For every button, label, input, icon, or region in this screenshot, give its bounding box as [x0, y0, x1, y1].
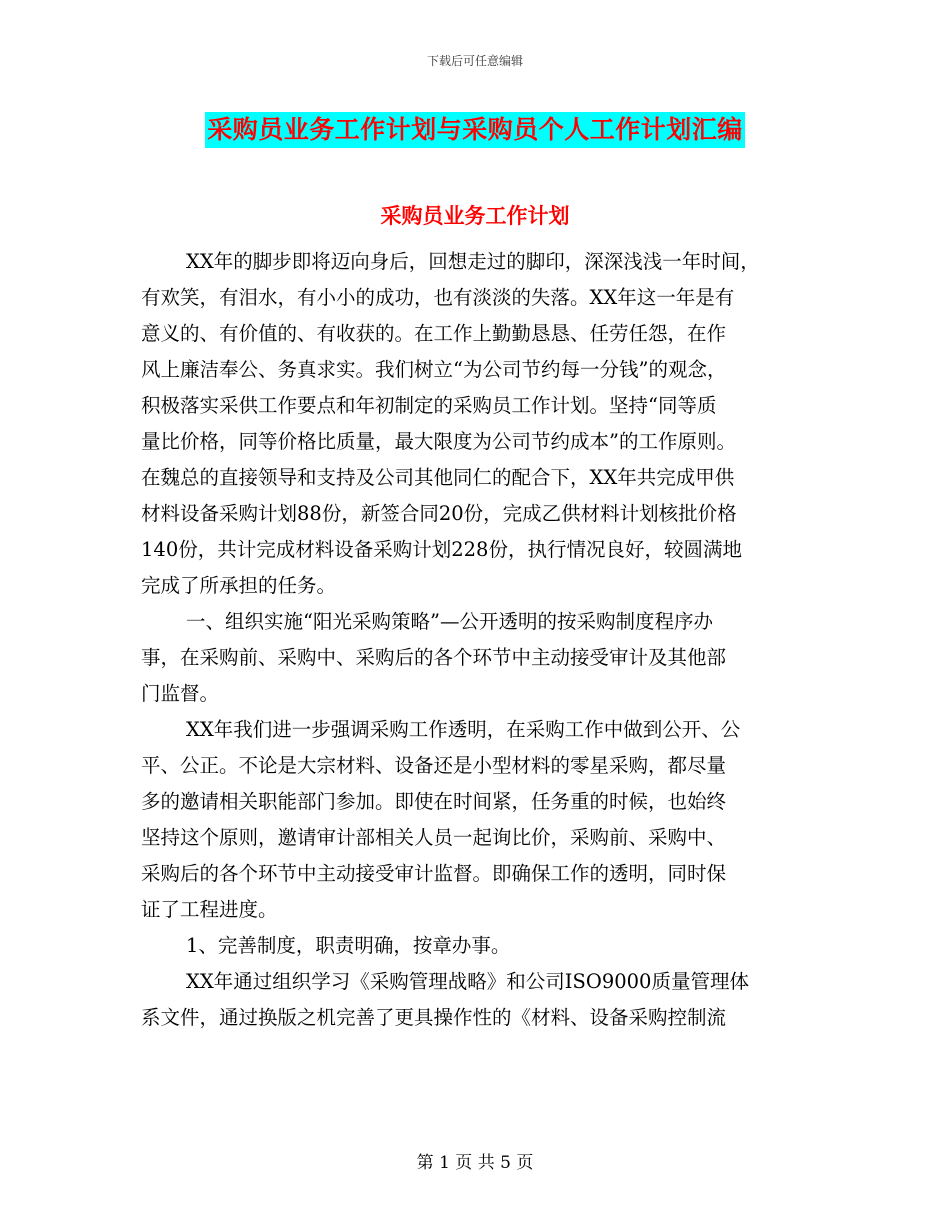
page-footer: 第 1 页 共 5 页 — [416, 1153, 534, 1173]
section-title: 采购员业务工作计划 — [380, 203, 570, 228]
paragraph-line: 坚持这个原则，邀请审计部相关人员一起询比价，采购前、采购中、 — [141, 826, 727, 849]
paragraph-line: 门监督。 — [141, 682, 220, 705]
paragraph-line: 完成了所承担的任务。 — [141, 574, 337, 597]
paragraph-line: 1、完善制度，职责明确，按章办事。 — [186, 934, 511, 957]
paragraph-line: 风上廉洁奉公、务真求实。我们树立“为公司节约每一分钱”的观念， — [141, 358, 727, 381]
main-title: 采购员业务工作计划与采购员个人工作计划汇编 — [205, 112, 745, 148]
paragraph-line: 一、组织实施“阳光采购策略”—公开透明的按采购制度程序办 — [186, 610, 713, 633]
paragraph-line: 多的邀请相关职能部门参加。即使在时间紧，任务重的时候，也始终 — [141, 790, 727, 813]
paragraph-line: 140份，共计完成材料设备采购计划228份，执行情况良好，较圆满地 — [141, 538, 742, 561]
paragraph-line: 材料设备采购计划88份，新签合同20份，完成乙供材料计划核批价格 — [141, 502, 737, 525]
paragraph-line: 系文件，通过换版之机完善了更具操作性的《材料、设备采购控制流 — [141, 1006, 727, 1029]
paragraph-line: 事，在采购前、采购中、采购后的各个环节中主动接受审计及其他部 — [141, 646, 727, 669]
paragraph-line: 证了工程进度。 — [141, 898, 278, 921]
paragraph-line: 在魏总的直接领导和支持及公司其他同仁的配合下，XX年共完成甲供 — [141, 466, 735, 489]
main-title-container — [0, 112, 950, 148]
paragraph-line: XX年我们进一步强调采购工作透明，在采购工作中做到公开、公 — [186, 718, 741, 741]
paragraph-line: 采购后的各个环节中主动接受审计监督。即确保工作的透明，同时保 — [141, 862, 727, 885]
paragraph-line: 意义的、有价值的、有收获的。在工作上勤勤恳恳、任劳任怨，在作 — [141, 322, 727, 345]
paragraph-line: XX年通过组织学习《采购管理战略》和公司ISO9000质量管理体 — [186, 970, 749, 993]
paragraph-line: 量比价格，同等价格比质量，最大限度为公司节约成本”的工作原则。 — [141, 430, 736, 453]
paragraph-line: 有欢笑，有泪水，有小小的成功，也有淡淡的失落。XX年这一年是有 — [141, 286, 735, 309]
paragraph-line: 平、公正。不论是大宗材料、设备还是小型材料的零星采购，都尽量 — [141, 754, 727, 777]
paragraph-line: 积极落实采供工作要点和年初制定的采购员工作计划。坚持“同等质 — [141, 394, 717, 417]
paragraph-line: XX年的脚步即将迈向身后，回想走过的脚印，深深浅浅一年时间， — [186, 250, 760, 273]
page-header: 下载后可任意编辑 — [426, 54, 523, 68]
